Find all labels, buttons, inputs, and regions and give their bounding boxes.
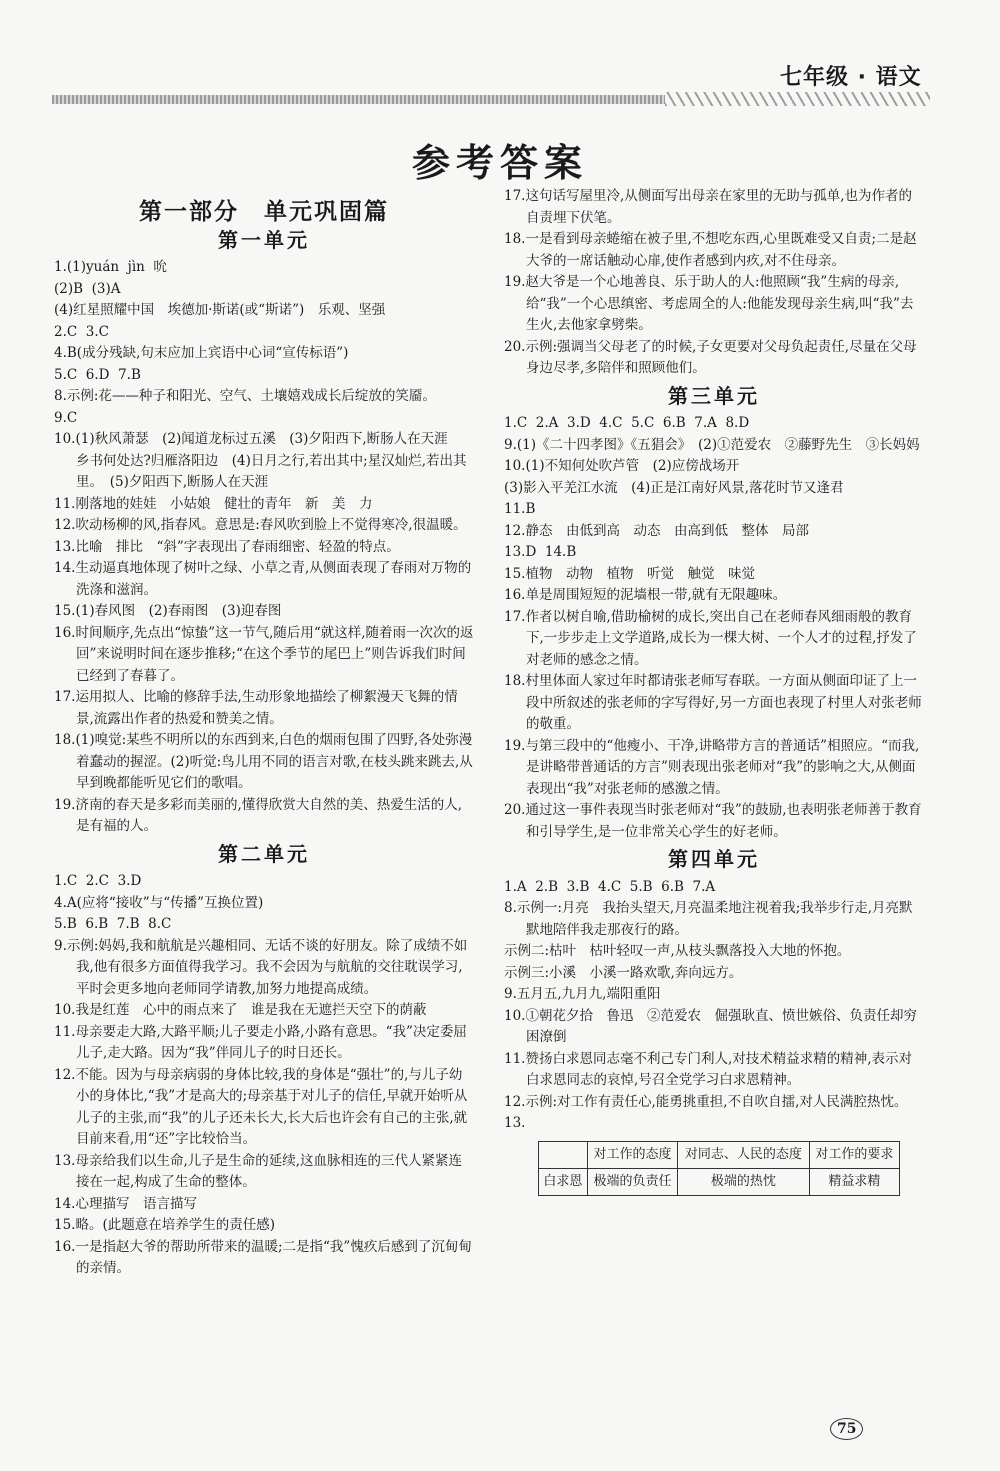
unit2-answers: [54, 871, 474, 1280]
answer-line: 13.比喻 排比 “斜”字表现出了春雨细密、轻盈的特点。: [54, 538, 400, 555]
header-chevron-pattern: [665, 92, 930, 106]
answer-line: 1.A 2.B 3.B 4.C 5.B 6.B 7.A: [504, 878, 716, 895]
answer-line: 12.静态 由低到高 动态 由高到低 整体 局部: [504, 522, 809, 539]
unit4-answers: [504, 877, 924, 1135]
answer-line: 20.示例:强调当父母老了的时候,子女更要对父母负起责任,尽量在父母身边尽孝,多陪伴和照顾他们。: [504, 338, 917, 376]
answer-line: 示例二:枯叶 枯叶轻叹一声,从枝头飘落投入大地的怀抱。: [504, 943, 851, 959]
answer-line: 9.(1)《二十四孝图》《五猖会》 (2)①范爱农 ②藤野先生 ③长妈妈: [504, 436, 920, 453]
answer-line: 10.(1)不知何处吹芦管 (2)应傍战场开: [504, 458, 740, 474]
answer-line: 12.示例:对工作有责任心,能勇挑重担,不自吹自擂,对人民满腔热忱。: [504, 1093, 908, 1110]
unit4-title: 第四单元: [668, 847, 760, 871]
header-rule: [52, 95, 665, 104]
answer-line: 9.五月五,九月九,端阳重阳: [504, 986, 661, 1002]
answer-line: (2)B (3)A: [54, 280, 121, 297]
answer-line: 14.心理描写 语言描写: [54, 1195, 197, 1212]
answer-line: 9.C: [54, 409, 78, 426]
answer-line: 2.C 3.C: [54, 323, 110, 340]
answer-line: 17.运用拟人、比喻的修辞手法,生动形象地描绘了柳絮漫天飞舞的情景,流露出作者的热爱和赞美之情。: [54, 689, 458, 727]
answer-line: 18.(1)嗅觉:某些不明所以的东西到来,白色的烟雨包围了四野,各处弥漫着蠢动的握涩。(2)听觉:鸟儿用不同的语言对歌,在枝头跳来跳去,从早到晚都能听见它们的歌唱。: [54, 732, 473, 791]
unit3-answers: [504, 413, 924, 843]
answer-line: 4.B(成分残缺,句末应加上宾语中心词“宣传标语”): [54, 345, 349, 361]
answer-line: 18.村里体面人家过年时都请张老师写春联。一方面从侧面印证了上一段中所叙述的张老师的字写得好,另一方面也表现了村里人对张老师的敬重。: [504, 673, 922, 732]
answer-line: 13.D 14.B: [504, 544, 577, 560]
answer-line: 10.(1)秋风萧瑟 (2)闻道龙标过五溪 (3)夕阳西下,断肠人在天涯 乡书何处达?归雁洛阳边 (4)日月之行,若出其中;星汉灿烂,若出其里。 (5)夕阳西下,断肠人在天涯: [54, 431, 467, 490]
answer-line: 12.吹动杨柳的风,指春风。意思是:春风吹到脸上不觉得寒冷,很温暖。: [54, 517, 467, 533]
grade-subject-header: 七年级 · 语文: [780, 65, 922, 90]
answer-line: 13.: [504, 1115, 526, 1131]
answer-line: 16.一是指赵大爷的帮助所带来的温暖;二是指“我”愧疚后感到了沉甸甸的亲情。: [54, 1238, 472, 1276]
unit3-title: 第三单元: [668, 383, 760, 408]
answer-line: (4)红星照耀中国 埃德加·斯诺(或“斯诺”) 乐观、坚强: [54, 302, 386, 318]
answer-line: 19.赵大爷是一个心地善良、乐于助人的人:他照顾“我”生病的母亲,给“我”一个心思缜密、考虑周全的人:他能发现母亲生病,叫“我”去生火,去他家拿劈柴。: [504, 274, 914, 333]
answer-line: (3)影入平羌江水流 (4)正是江南好风景,落花时节又逢君: [504, 479, 844, 496]
answer-line: 16.单是周围短短的泥墙根一带,就有无限趣味。: [504, 587, 787, 603]
left-column: [54, 198, 474, 1280]
table-header-cell: 对工作的态度: [587, 1141, 677, 1168]
answer-line: 14.生动逼真地体现了树叶之绿、小草之青,从侧面表现了春雨对万物的洗涤和滋润。: [54, 560, 472, 598]
table-header-cell: 对工作的要求: [809, 1141, 899, 1168]
answer-line: 15.(1)春风图 (2)春雨图 (3)迎春图: [54, 603, 282, 619]
answer-line: 17.这句话写屋里冷,从侧面写出母亲在家里的无助与孤单,也为作者的自责埋下伏笔。: [504, 188, 913, 226]
answer-line: 8.示例一:月亮 我抬头望天,月亮温柔地注视着我;我举步行走,月亮默默地陪伴我走那夜行的路。: [504, 900, 913, 938]
answer-line: 示例三:小溪 小溪一路欢歌,奔向远方。: [504, 964, 743, 981]
answer-line: 10.我是红莲 心中的雨点来了 谁是我在无遮拦天空下的荫蔽: [54, 1002, 427, 1018]
table-header-cell: [539, 1141, 588, 1168]
answer-line: 11.赞扬白求恩同志毫不利己专门利人,对技术精益求精的精神,表示对白求恩同志的哀悼,号召全党学习白求恩精神。: [504, 1050, 913, 1088]
table-cell: 精益求精: [809, 1168, 899, 1195]
unit2-title: 第二单元: [218, 841, 310, 866]
answer-line: 9.示例:妈妈,我和航航是兴趣相同、无话不谈的好朋友。除了成绩不如我,他有很多方面值得我学习。我不会因为与航航的交往耽误学习,平时会更多地向老师同学请教,加努力地提高成绩。: [54, 937, 468, 997]
answer-line: 4.A(应将“接收”与“传播”互换位置): [54, 894, 264, 911]
answer-line: 19.与第三段中的“他瘦小、干净,讲略带方言的普通话”相照应。“而我,是讲略带普通话的方言”则表现出张老师对“我”的影响之大,从侧面表现出“我”对张老师的感激之情。: [504, 737, 920, 797]
answer-line: 5.B 6.B 7.B 8.C: [54, 916, 172, 932]
answer-line: 15.略。(此题意在培养学生的责任感): [54, 1217, 276, 1233]
right-column: [504, 186, 924, 1196]
answer-line: 1.C 2.C 3.D: [54, 873, 142, 889]
answer-line: 5.C 6.D 7.B: [54, 366, 141, 383]
answer-table-13: [538, 1141, 900, 1196]
unit1-title: 第一单元: [218, 227, 310, 252]
answer-line: 16.时间顺序,先点出“惊蛰”这一节气,随后用“就这样,随着雨一次次的返回”来说明时间在逐步推移;“在这个季节的尾巴上”则告诉我们时间已经到了春暮了。: [54, 624, 474, 684]
answer-line: 12.不能。因为与母亲病弱的身体比较,我的身体是“强壮”的,与儿子幼小的身体比,“我”才是高大的;母亲基于对儿子的信任,早就开始听从儿子的主张,而“我”的儿子还未长大,长大后也许会有自己的主张,就目前来看,用“还”字比较恰当。: [54, 1066, 468, 1147]
answer-line: 20.通过这一事件表现当时张老师对“我”的鼓励,也表明张老师善于教育和引导学生,是一位非常关心学生的好老师。: [504, 802, 922, 840]
answer-line: 13.母亲给我们以生命,儿子是生命的延续,这血脉相连的三代人紧紧连接在一起,构成了生命的整体。: [54, 1152, 463, 1190]
unit2-answers-continued: [504, 186, 924, 380]
answer-line: 1.C 2.A 3.D 4.C 5.C 6.B 7.A 8.D: [504, 415, 750, 431]
answer-line: 15.植物 动物 植物 听觉 触觉 味觉: [504, 565, 755, 582]
answer-line: 11.母亲要走大路,大路平顺;儿子要走小路,小路有意思。“我”决定委屈儿子,走大路。因为“我”伴同儿子的时日还长。: [54, 1023, 467, 1061]
page-number: 75: [830, 1418, 863, 1440]
answer-line: 18.一是看到母亲蜷缩在被子里,不想吃东西,心里既难受又自责;二是赵大爷的一席话触动心扉,使作者感到内疚,对不住母亲。: [504, 231, 917, 269]
table-cell: 白求恩: [539, 1168, 588, 1195]
unit1-answers: [54, 257, 474, 838]
answer-line: 19.济南的春天是多彩而美丽的,懂得欣赏大自然的美、热爱生活的人,是有福的人。: [54, 796, 463, 834]
table-header-cell: 对同志、人民的态度: [678, 1141, 810, 1168]
page-title: 参考答案: [411, 140, 588, 185]
part-title: 第一部分 单元巩固篇: [139, 199, 389, 225]
answer-line: 17.作者以树自喻,借助榆树的成长,突出自己在老师春风细雨般的教育下,一步步走上文学道路,成长为一棵大树、一个人才的过程,抒发了对老师的感念之情。: [504, 608, 917, 668]
answer-line: 11.B: [504, 501, 536, 517]
answer-line: 8.示例:花——种子和阳光、空气、土壤嬉戏成长后绽放的笑靥。: [54, 388, 436, 404]
answer-line: 1.(1)yuán jìn 吮: [54, 259, 167, 275]
answer-line: 11.刚落地的娃娃 小姑娘 健壮的青年 新 美 力: [54, 495, 373, 512]
answer-line: 10.①朝花夕拾 鲁迅 ②范爱农 倔强耿直、愤世嫉俗、负责任却穷困潦倒: [504, 1007, 917, 1045]
table-cell: 极端的负责任: [587, 1168, 677, 1195]
table-cell: 极端的热忱: [678, 1168, 810, 1195]
